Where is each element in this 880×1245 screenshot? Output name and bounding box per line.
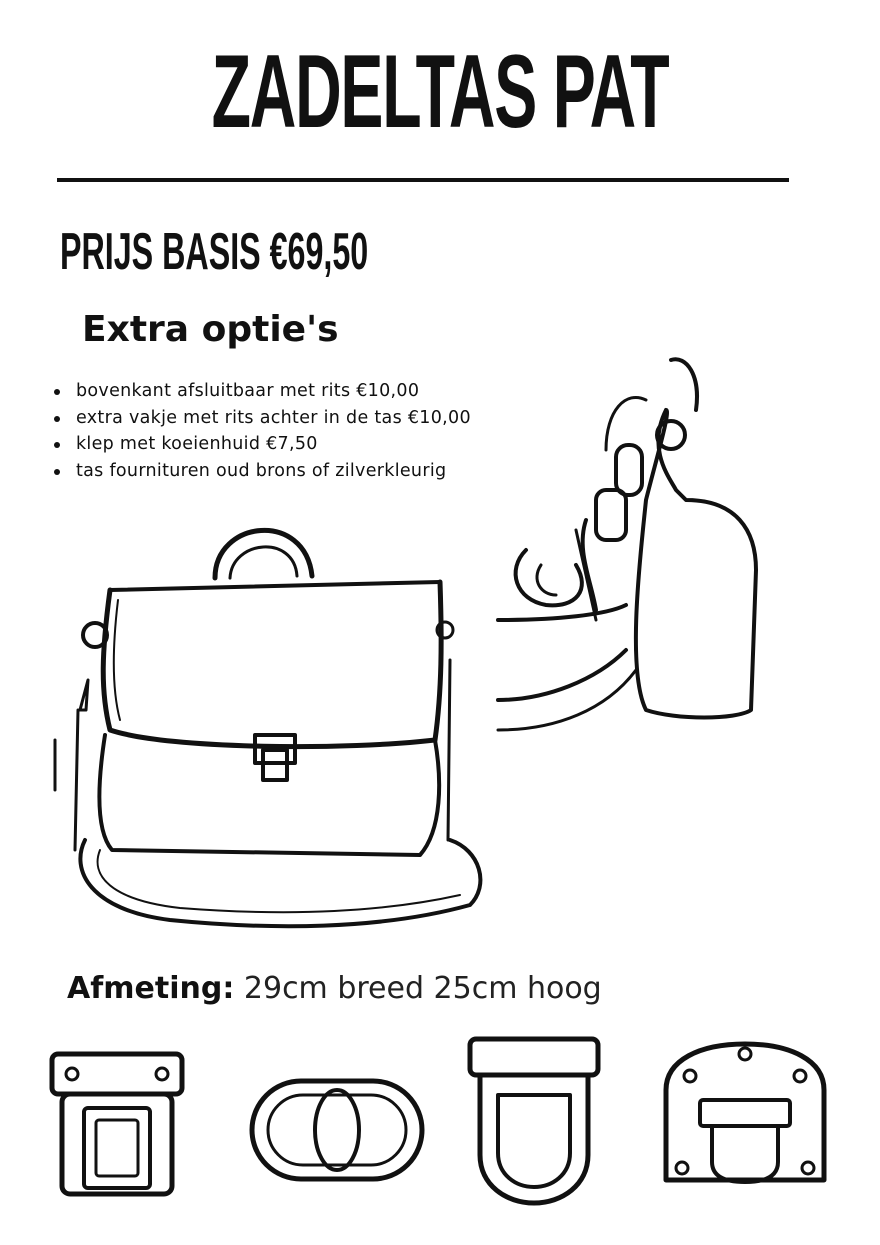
bag-side-image [496, 350, 766, 740]
bag-front-image [50, 510, 490, 940]
dimensions [67, 971, 602, 1006]
flip-lock-clasp-image [660, 1040, 830, 1190]
page-title: ZADELTAS PAT [211, 34, 669, 150]
push-lock-clasp-image [48, 1050, 188, 1200]
extras-list [48, 378, 471, 484]
extras-heading: Extra optie's [82, 309, 339, 350]
title-divider [57, 178, 789, 182]
base-price: PRIJS BASIS €69,50 [60, 223, 369, 281]
list-item: tas fournituren oud brons of zilverkleurig [48, 458, 471, 485]
twist-lock-clasp-image [248, 1075, 426, 1185]
dimensions-value: 29cm breed 25cm hoog [243, 971, 602, 1006]
list-item: bovenkant afsluitbaar met rits €10,00 [48, 378, 471, 405]
tuck-lock-clasp-image [466, 1035, 602, 1207]
list-item: klep met koeienhuid €7,50 [48, 431, 471, 458]
dimensions-label: Afmeting: [67, 971, 235, 1006]
list-item: extra vakje met rits achter in de tas €10,00 [48, 405, 471, 432]
